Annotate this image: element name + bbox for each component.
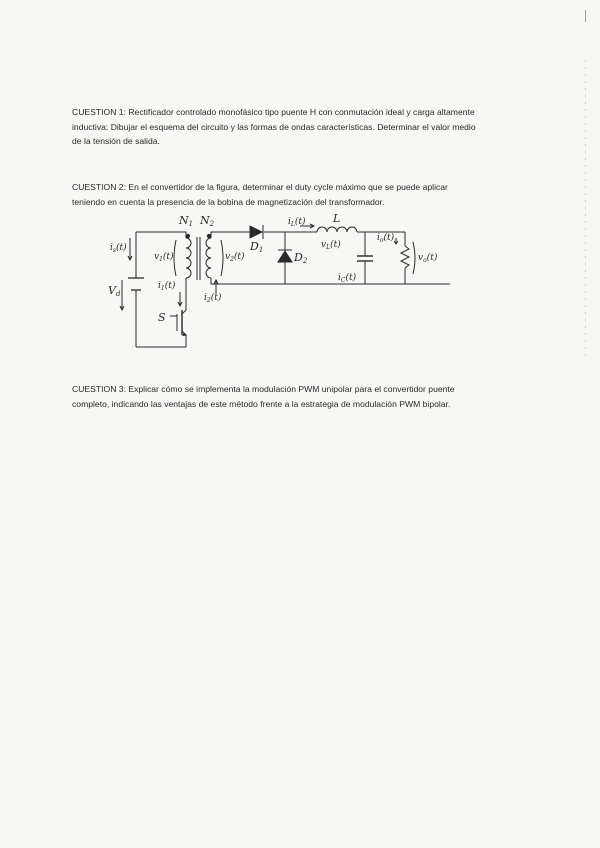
diode-d1 (250, 226, 262, 238)
wire-bottom-return (211, 278, 450, 284)
inductor-l (317, 227, 357, 232)
question-3 (72, 382, 476, 411)
question-2-text: CUESTION 2: En el convertidor de la figura, determinar el duty cycle máximo que se puede aplicar teniendo en cuenta la presencia de la bobina de magnetización del transformador. (72, 182, 448, 207)
wire-secondary-top (211, 232, 250, 238)
v1-bracket (174, 240, 176, 276)
label-n2: N2 (200, 214, 215, 228)
question-1 (72, 105, 476, 149)
label-ic: $i_C(t)$ (338, 273, 357, 284)
vo-bracket (413, 242, 415, 274)
diode-d2 (278, 251, 292, 262)
resistor-r (401, 246, 409, 268)
label-v1: $v_1(t)$ (154, 252, 174, 263)
question-2 (72, 180, 476, 209)
label-vo: $v_o(t)$ (418, 253, 438, 264)
secondary-dot (207, 234, 210, 237)
label-n1: N1 (179, 214, 194, 228)
label-is: $i_s(t)$ (110, 243, 127, 254)
label-v2: $v_2(t)$ (225, 252, 245, 263)
label-vd: Vd (108, 284, 121, 298)
question-3-text: CUESTION 3: Explicar cómo se implementa la modulación PWM unipolar para el convertidor puente completo, indicando las ventajas de este método frente a la estrategia de modulación PWM bipolar. (72, 384, 455, 409)
wire-top-primary (136, 232, 186, 238)
label-il: $i_L(t)$ (288, 217, 306, 228)
label-l: L (333, 212, 341, 225)
page-edge-line (585, 60, 586, 360)
wire-bottom (136, 335, 186, 347)
switch-arrow (183, 333, 186, 336)
v2-bracket (221, 240, 223, 276)
label-i1: $i_1(t)$ (158, 281, 176, 292)
label-d2: D2 (294, 251, 308, 265)
label-s: S (158, 311, 166, 324)
secondary-winding (206, 238, 211, 278)
primary-dot (186, 234, 189, 237)
label-i2: $i_2(t)$ (204, 293, 222, 304)
primary-winding (186, 238, 191, 278)
question-1-text: CUESTION 1: Rectificador controlado monofásico tipo puente H con conmutación ideal y carga altamente inductiva: Dibujar el esquema del circuito y las formas de ondas características. Determinar el valor medio de la tensión de salida. (72, 107, 476, 147)
label-io: $i_o(t)$ (377, 233, 395, 244)
label-d1: D1 (250, 240, 264, 254)
edge-mark (585, 10, 586, 22)
forward-converter-circuit (100, 210, 450, 350)
label-vl: $v_L(t)$ (321, 240, 341, 251)
